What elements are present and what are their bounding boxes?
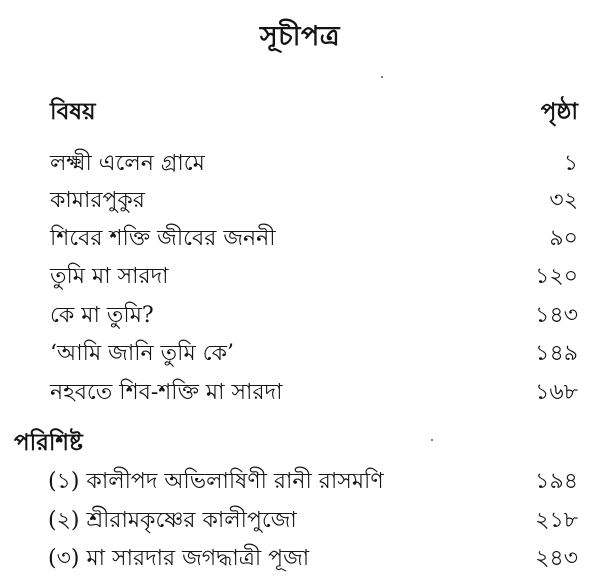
- page-header: পৃষ্ঠা: [540, 98, 578, 125]
- toc-entry-page: ৩২: [549, 188, 578, 213]
- appendix-entry-title: (২) শ্রীরামকৃষ্ণের কালীপুজো: [48, 508, 297, 533]
- appendix-row: [0, 464, 600, 498]
- appendix-entry-page: ২৪৩: [535, 546, 578, 571]
- paper-speck: [431, 439, 433, 441]
- appendix-row: [0, 503, 600, 537]
- toc-row: [0, 298, 600, 332]
- toc-row: [0, 336, 600, 370]
- toc-entry-page: ১২০: [535, 264, 578, 289]
- appendix-heading: পরিশিষ্ট: [14, 429, 83, 456]
- page-title: সূচীপত্র: [259, 21, 341, 52]
- toc-entry-page: ৯০: [549, 226, 578, 251]
- toc-entry-page: ১৪৩: [535, 303, 578, 328]
- toc-row: [0, 146, 600, 180]
- toc-entry-page: ১৬৮: [535, 380, 578, 405]
- toc-entry-title: নহবতে শিব-শক্তি মা সারদা: [50, 380, 283, 405]
- toc-entry-title: ‘আমি জানি তুমি কে’: [50, 341, 234, 366]
- toc-entry-title: কামারপুকুর: [50, 188, 145, 213]
- toc-row: [0, 183, 600, 217]
- toc-entry-page: ১: [563, 151, 578, 176]
- toc-entry-title: শিবের শক্তি জীবের জননী: [50, 226, 276, 251]
- appendix-entry-title: (১) কালীপদ অভিলাষিণী রানী রাসমণি: [48, 469, 384, 494]
- appendix-row: [0, 541, 600, 575]
- toc-row: [0, 221, 600, 255]
- toc-entry-page: ১৪৯: [535, 341, 578, 366]
- toc-entry-title: কে মা তুমি?: [50, 303, 154, 328]
- appendix-entry-page: ১৯৪: [535, 469, 578, 494]
- paper-speck: [381, 76, 383, 78]
- toc-entry-title: লক্ষ্মী এলেন গ্রামে: [50, 151, 205, 176]
- toc-row: [0, 375, 600, 409]
- toc-entry-title: তুমি মা সারদা: [50, 264, 169, 289]
- appendix-entry-page: ২১৮: [535, 508, 578, 533]
- toc-row: [0, 259, 600, 293]
- appendix-entry-title: (৩) মা সারদার জগদ্ধাত্রী পূজা: [48, 546, 310, 571]
- subject-header: বিষয়: [50, 98, 96, 125]
